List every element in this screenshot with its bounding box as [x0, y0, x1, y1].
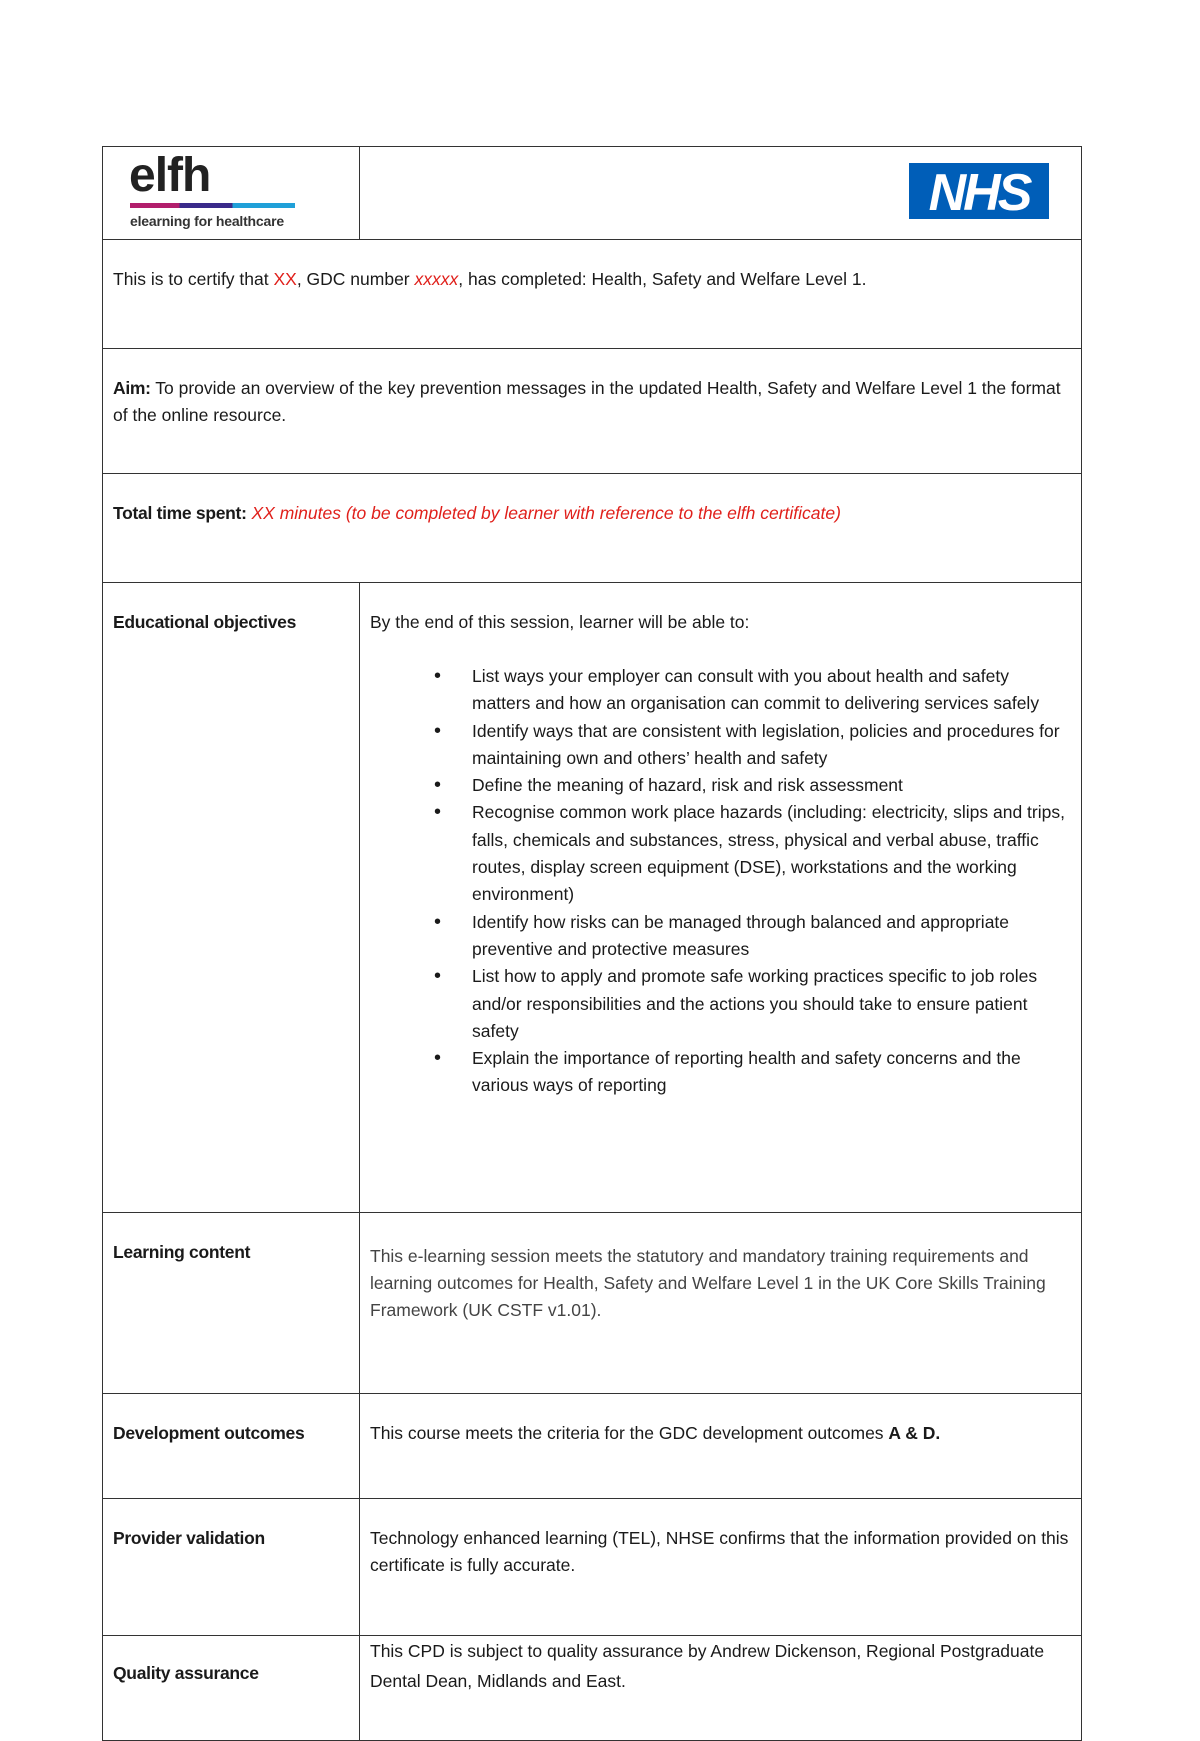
- certify-statement: [103, 240, 1082, 349]
- development-label: Development outcomes: [103, 1394, 360, 1499]
- logo-row: [103, 147, 1082, 240]
- development-text: This course meets the criteria for the GDC development outcomes: [370, 1423, 889, 1443]
- development-cell: [360, 1394, 1082, 1499]
- certificate-document: [102, 146, 1082, 1741]
- time-label: Total time spent:: [113, 503, 247, 523]
- objective-item: • List how to apply and promote safe working practices specific to job roles and/or responsibilities and the actions you should take to ensure patient safety: [472, 963, 1071, 1045]
- development-outcomes: A & D.: [888, 1423, 941, 1443]
- learning-content-label: Learning content: [103, 1213, 360, 1394]
- elfh-logo-word: elfh: [129, 149, 211, 202]
- quality-row: [103, 1636, 1082, 1741]
- objective-item: • Identify ways that are consistent with legislation, policies and procedures for maintaining own and others’ health and safety: [472, 718, 1071, 773]
- time-value: XX minutes (to be completed by learner with reference to the elfh certificate): [246, 503, 841, 523]
- objectives-intro: By the end of this session, learner will be able to:: [370, 612, 750, 632]
- objective-item: • Explain the importance of reporting health and safety concerns and the various ways of reporting: [472, 1045, 1071, 1100]
- objective-item: • Identify how risks can be managed through balanced and appropriate preventive and protective measures: [472, 909, 1071, 964]
- nhs-logo: [909, 163, 1049, 219]
- gdc-number-placeholder: xxxxx: [414, 269, 459, 289]
- objectives-list: [370, 663, 1071, 1100]
- provider-label: Provider validation: [103, 1499, 360, 1636]
- aim-row: [103, 349, 1082, 474]
- elfh-logo-stripe: [130, 203, 295, 208]
- provider-text: Technology enhanced learning (TEL), NHSE confirms that the information provided on this certificate is fully accurate.: [360, 1499, 1082, 1636]
- certify-row: [103, 240, 1082, 349]
- elfh-logo: [113, 147, 371, 239]
- time-row: [103, 474, 1082, 583]
- learning-content-row: [103, 1213, 1082, 1394]
- time-cell: [103, 474, 1082, 583]
- objective-item: • Recognise common work place hazards (including: electricity, slips and trips, falls, chemicals and substances, stress, physical and verbal abuse, traffic routes, display screen equipment (DSE), workstations and the working environment): [472, 799, 1071, 908]
- svg-text:NHS: NHS: [928, 164, 1030, 219]
- learner-name-placeholder: XX: [273, 269, 297, 289]
- objectives-row: [103, 583, 1082, 1213]
- certificate-table: [102, 146, 1082, 1741]
- objectives-cell: [360, 583, 1082, 1213]
- certify-suffix: , has completed: Health, Safety and Welfare Level 1.: [458, 269, 867, 289]
- certify-middle: , GDC number: [296, 269, 415, 289]
- objective-item: • Define the meaning of hazard, risk and risk assessment: [472, 772, 1071, 799]
- elfh-logo-tagline: elearning for healthcare: [130, 213, 284, 229]
- quality-label: Quality assurance: [103, 1636, 360, 1741]
- aim-text: To provide an overview of the key prevention messages in the updated Health, Safety and Welfare Level 1 the format of the online resource.: [113, 378, 1061, 425]
- nhs-logo-cell: [360, 147, 1082, 240]
- certify-prefix: This is to certify that: [113, 269, 274, 289]
- quality-text: This CPD is subject to quality assurance by Andrew Dickenson, Regional Postgraduate Dental Dean, Midlands and East.: [360, 1636, 1082, 1741]
- learning-content-text: This e-learning session meets the statutory and mandatory training requirements and learning outcomes for Health, Safety and Welfare Level 1 in the UK Core Skills Training Framework (UK CSTF v1.01).: [360, 1213, 1082, 1394]
- elfh-logo-cell: [103, 147, 360, 240]
- provider-row: [103, 1499, 1082, 1636]
- aim-label: Aim:: [113, 378, 151, 398]
- development-row: [103, 1394, 1082, 1499]
- aim-cell: [103, 349, 1082, 474]
- objective-item: • List ways your employer can consult with you about health and safety matters and how an organisation can commit to delivering services safely: [472, 663, 1071, 718]
- objectives-label: Educational objectives: [103, 583, 360, 1213]
